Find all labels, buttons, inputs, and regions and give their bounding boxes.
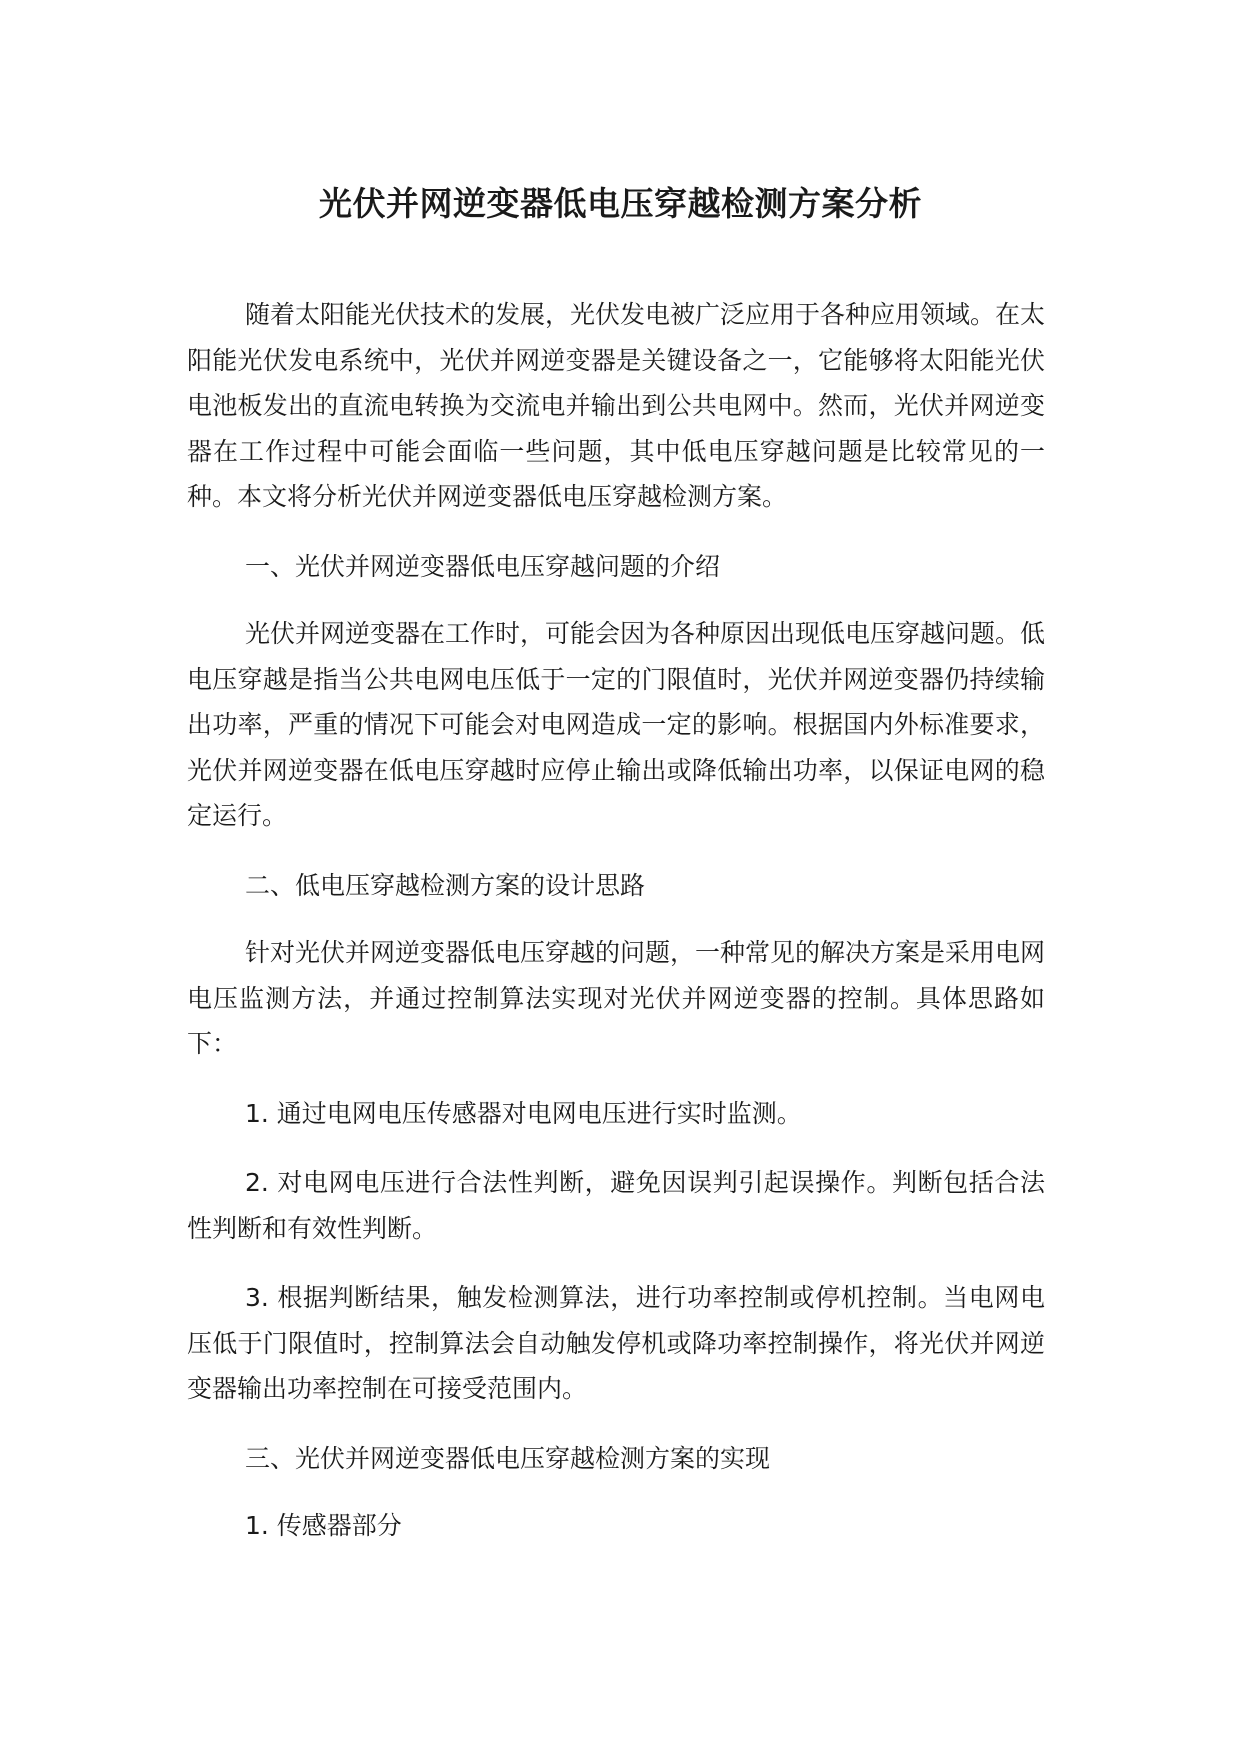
section-heading-2: 二、低电压穿越检测方案的设计思路 [245,870,646,900]
list-item-2: 2. 对电网电压进行合法性判断，避免因误判引起误操作。判断包括合法性判断和有效性判断。 [187,1168,1045,1243]
section-2-paragraph: 针对光伏并网逆变器低电压穿越的问题，一种常见的解决方案是采用电网电压监测方法，并通过控制算法实现对光伏并网逆变器的控制。具体思路如下： [187,938,1046,1058]
document-body [187,292,1045,1573]
subsection-heading-sensor: 1. 传感器部分 [245,1511,402,1540]
intro-paragraph: 随着太阳能光伏技术的发展，光伏发电被广泛应用于各种应用领域。在太阳能光伏发电系统中，光伏并网逆变器是关键设备之一，它能够将太阳能光伏电池板发出的直流电转换为交流电并输出到公共电网中。然而，光伏并网逆变器在工作过程中可能会面临一些问题，其中低电压穿越问题是比较常见的一种。本文将分析光伏并网逆变器低电压穿越检测方案。 [187,300,1046,511]
section-1-paragraph: 光伏并网逆变器在工作时，可能会因为各种原因出现低电压穿越问题。低电压穿越是指当公共电网电压低于一定的门限值时，光伏并网逆变器仍持续输出功率，严重的情况下可能会对电网造成一定的影响。根据国内外标准要求，光伏并网逆变器在低电压穿越时应停止输出或降低输出功率，以保证电网的稳定运行。 [187,619,1046,830]
document-title: 光伏并网逆变器低电压穿越检测方案分析 [319,184,922,223]
section-heading-1: 一、光伏并网逆变器低电压穿越问题的介绍 [245,551,721,581]
section-heading-3: 三、光伏并网逆变器低电压穿越检测方案的实现 [245,1443,771,1473]
list-item-1: 1. 通过电网电压传感器对电网电压进行实时监测。 [245,1098,802,1128]
list-item-3: 3. 根据判断结果，触发检测算法，进行功率控制或停机控制。当电网电压低于门限值时，控制算法会自动触发停机或降功率控制操作，将光伏并网逆变器输出功率控制在可接受范围内。 [187,1283,1045,1403]
